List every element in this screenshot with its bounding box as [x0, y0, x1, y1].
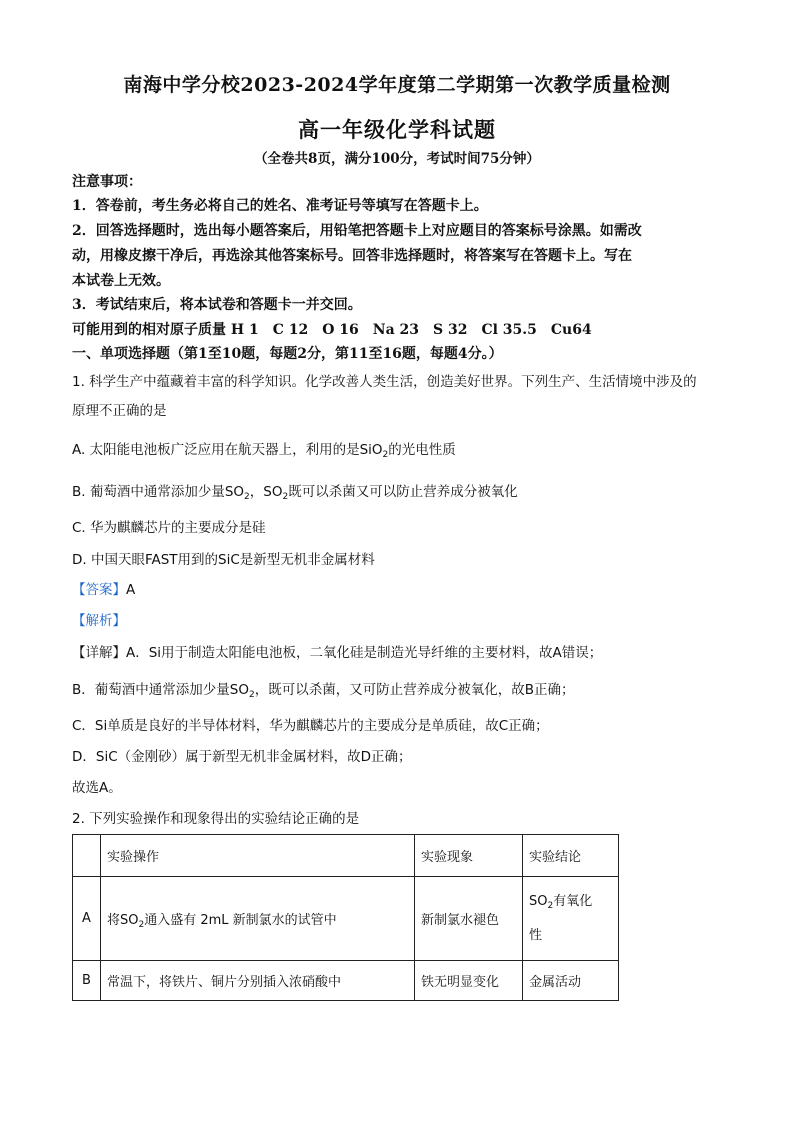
atomic-masses: 可能用到的相对原子质量 H 1 C 12 O 16 Na 23 S 32 Cl 35.5 Cu64: [72, 322, 592, 338]
analysis-label: 【解析】: [72, 613, 126, 629]
note-item-1: 1．答卷前，考生务必将自己的姓名、准考证号等填写在答题卡上。: [72, 198, 488, 214]
header-cell: 实验操作: [101, 835, 415, 877]
exam-subtitle: 高一年级化学科试题: [298, 117, 496, 142]
exam-title: 南海中学分校2023-2024学年度第二学期第一次教学质量检测: [123, 74, 671, 96]
q1-option-a: A. 太阳能电池板广泛应用在航天器上，利用的是SiO$_2$的光电性质: [72, 442, 456, 460]
detail-label: 【详解】: [72, 645, 126, 661]
q1-option-c: C. 华为麒麟芯片的主要成分是硅: [72, 520, 266, 536]
row-operation: 常温下，将铁片、铜片分别插入浓硝酸中: [101, 961, 415, 1001]
q2-stem: 2. 下列实验操作和现象得出的实验结论正确的是: [72, 811, 360, 827]
note-item-2-cont: 动，用橡皮擦干净后，再选涂其他答案标号。回答非选择题时，将答案写在答题卡上。写在: [72, 248, 632, 264]
header-cell: 实验结论: [523, 835, 619, 877]
table-row: [73, 961, 619, 1001]
q1-answer: 【答案】A: [72, 582, 136, 598]
header-cell: [73, 835, 101, 877]
q1-option-d: D. 中国天眼FAST用到的SiC是新型无机非金属材料: [72, 552, 375, 568]
q1-stem-line2: 原理不正确的是: [72, 403, 167, 419]
notes-heading: 注意事项：: [72, 174, 142, 190]
row-conclusion: 金属活动: [523, 961, 619, 1001]
note-item-3: 3．考试结束后，将本试卷和答题卡一并交回。: [72, 297, 362, 313]
table-header-row: [73, 835, 619, 877]
q1-detail-d: D．SiC（金刚砂）属于新型无机非金属材料，故D正确；: [72, 749, 412, 765]
q1-detail-c: C．Si单质是良好的半导体材料，华为麒麟芯片的主要成分是单质硅，故C正确；: [72, 718, 549, 734]
section-heading: 一、单项选择题（第1至10题，每题2分，第11至16题，每题4分。）: [72, 346, 503, 362]
q1-option-b: B. 葡萄酒中通常添加少量$SO_2$，$SO_2$既可以杀菌又可以防止营养成分被氧化: [72, 484, 518, 502]
row-conclusion: $SO_2$有氧化 性: [523, 877, 619, 961]
row-phenomenon: 新制氯水褪色: [415, 877, 523, 961]
row-label: B: [73, 961, 101, 1001]
answer-label: 【答案】: [72, 582, 126, 598]
table-row: [73, 877, 619, 961]
q2-table: [72, 834, 619, 1001]
note-item-2-end: 本试卷上无效。: [72, 273, 170, 289]
row-phenomenon: 铁无明显变化: [415, 961, 523, 1001]
header-cell: 实验现象: [415, 835, 523, 877]
q1-stem-line1: 1. 科学生产中蕴藏着丰富的科学知识。化学改善人类生活，创造美好世界。下列生产、生活情境中涉及的: [72, 374, 697, 390]
q1-detail-b: B．葡萄酒中通常添加少量$SO_2$，既可以杀菌，又可防止营养成分被氧化，故B正确；: [72, 682, 575, 700]
q1-conclusion: 故选A。: [72, 780, 122, 796]
exam-info: （全卷共8页，满分100分，考试时间75分钟）: [254, 151, 540, 167]
note-item-2: 2．回答选择题时，选出每小题答案后，用铅笔把答题卡上对应题目的答案标号涂黑。如需改: [72, 223, 642, 239]
q1-analysis: [72, 611, 728, 631]
q1-detail-a: 【详解】A．Si用于制造太阳能电池板，二氧化硅是制造光导纤维的主要材料，故A错误；: [72, 645, 603, 661]
row-operation: 将$SO_2$通入盛有 2mL 新制氯水的试管中: [101, 877, 415, 961]
row-label: A: [73, 877, 101, 961]
